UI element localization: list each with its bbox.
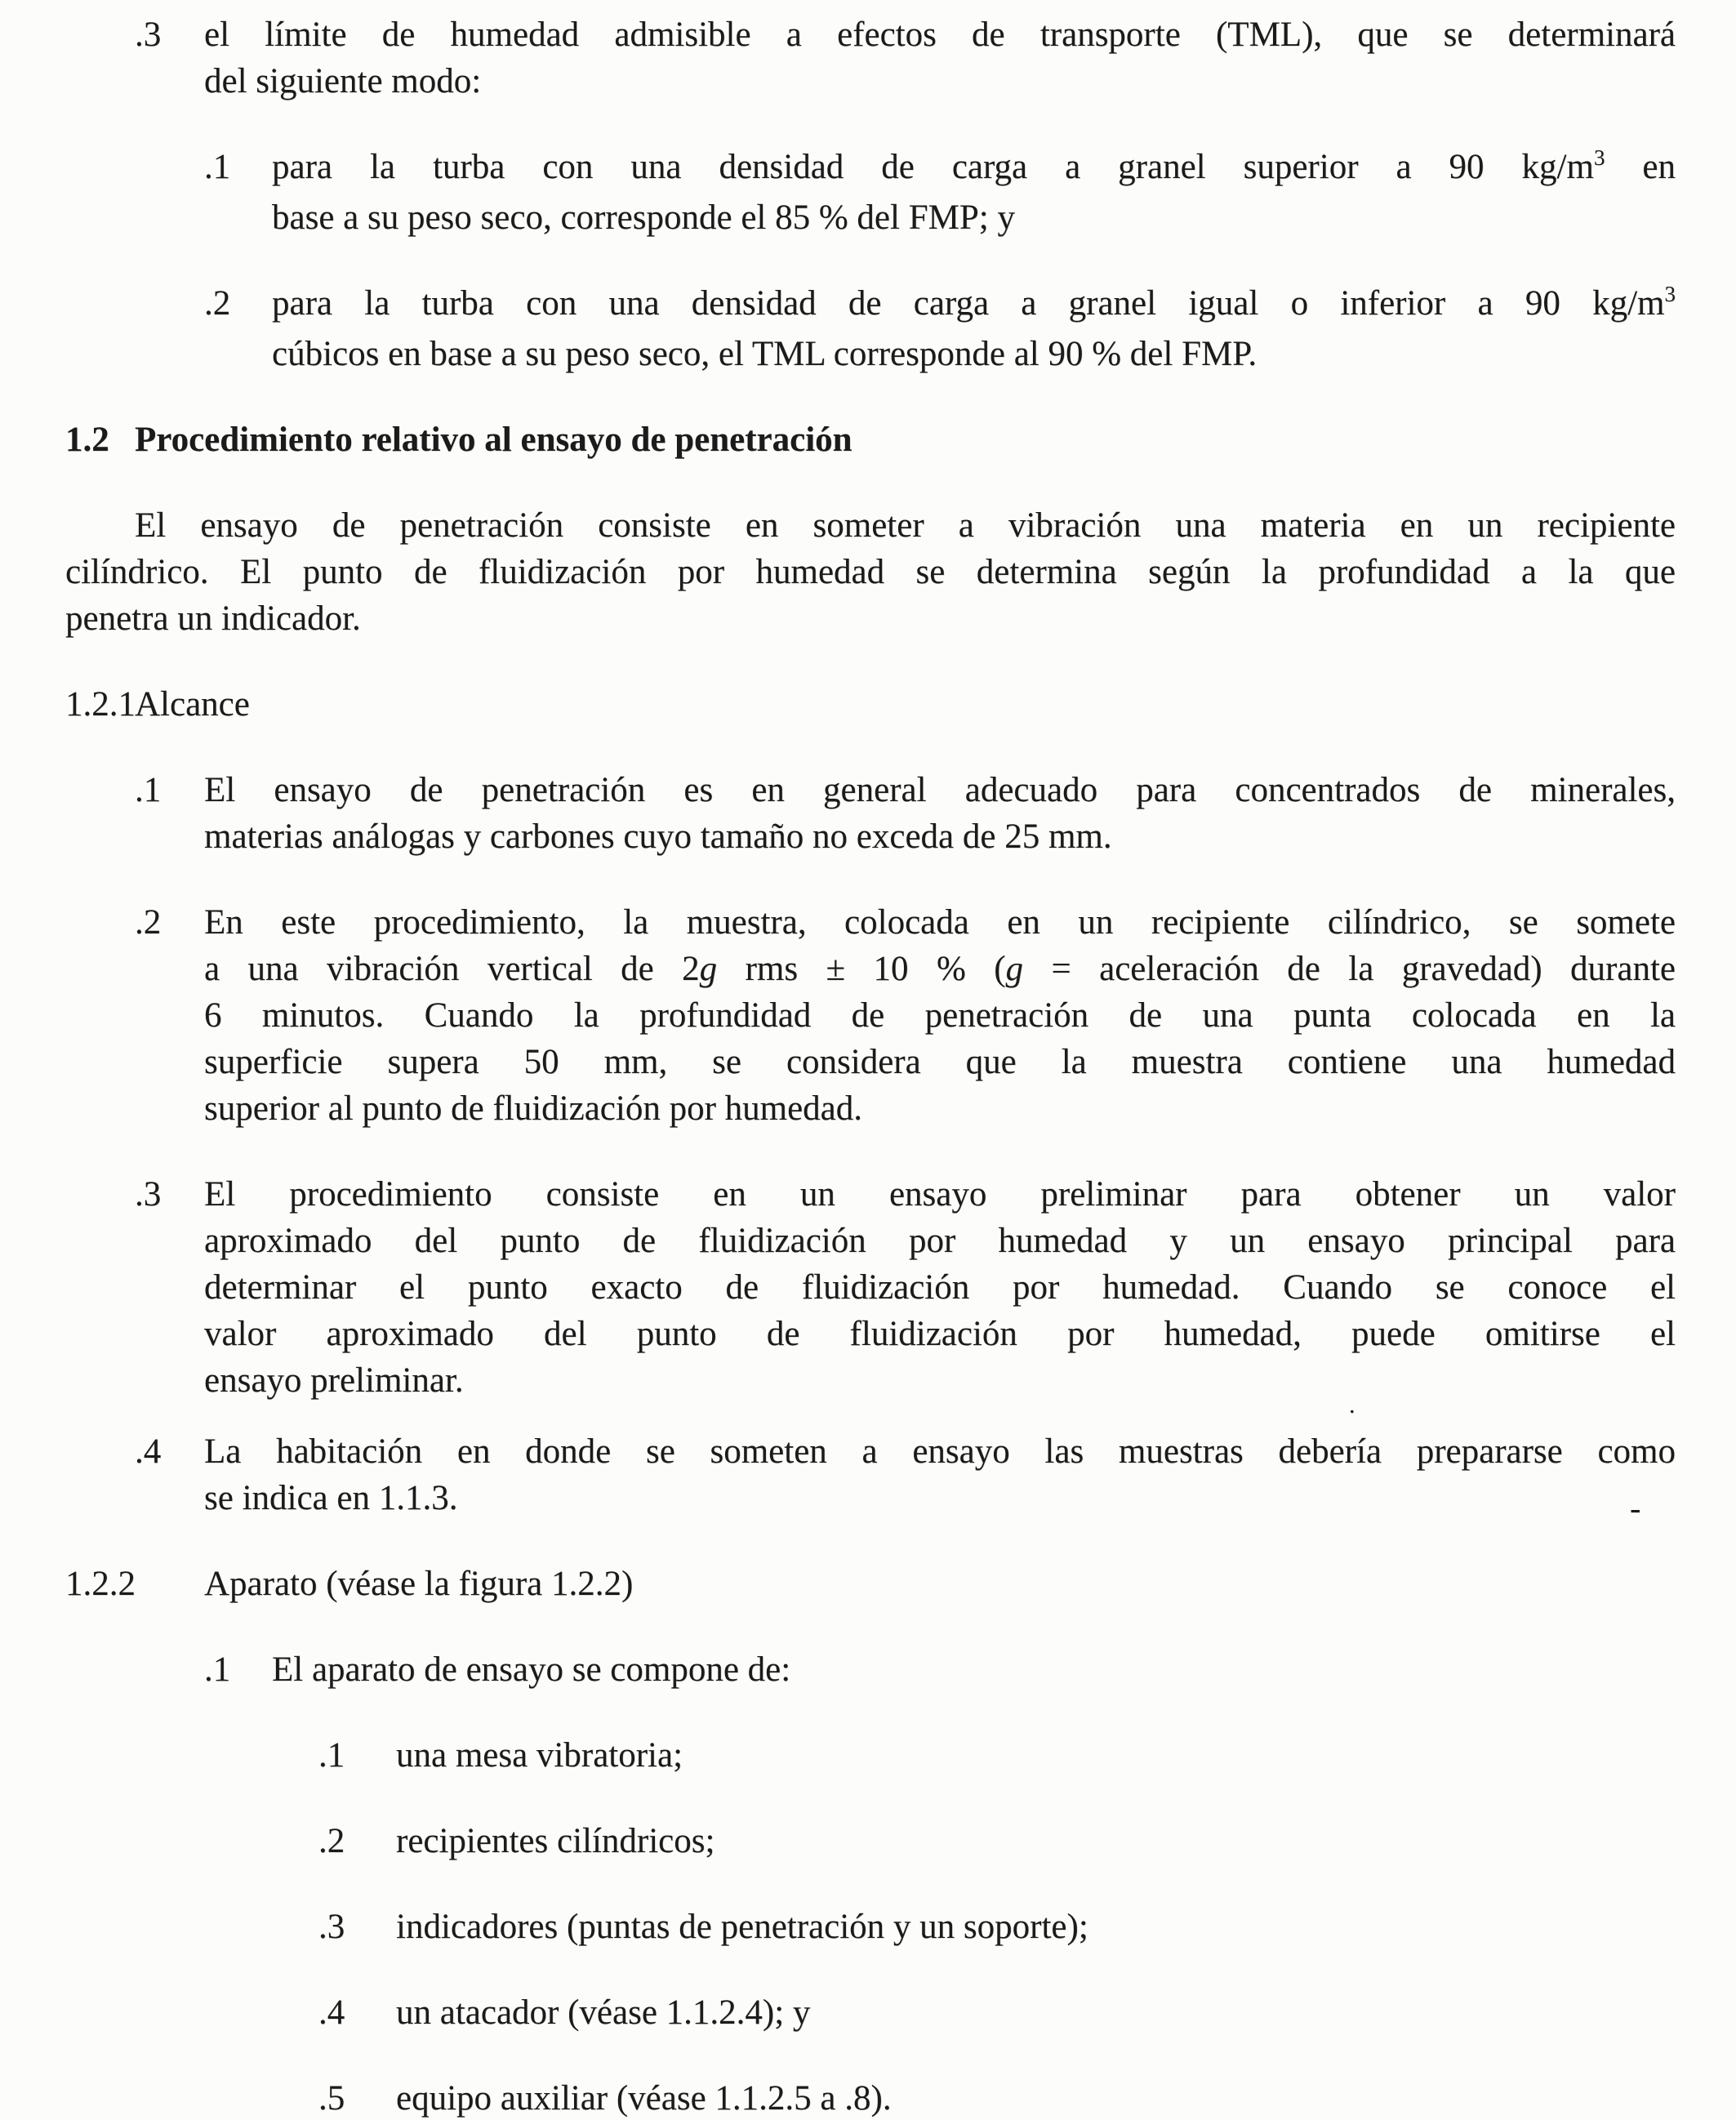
item-body — [204, 11, 1676, 105]
heading-title — [135, 416, 1676, 463]
text-line: para la turba con una densidad de carga a granel igual o inferior a 90 $kg/m^3$ — [272, 282, 1676, 323]
list-item — [65, 144, 1676, 241]
section-heading — [65, 416, 1676, 463]
italic-variable: g — [1005, 950, 1024, 988]
item-body — [204, 1171, 1676, 1404]
item-number: .3 — [135, 1175, 162, 1214]
item-number: .1 — [135, 771, 162, 809]
item-number: .2 — [135, 903, 162, 942]
item-number: .2 — [318, 1822, 345, 1860]
item-number: .1 — [204, 148, 231, 186]
text-line: aproximado del punto de fluidización por humedad y un ensayo principal para — [204, 1222, 1676, 1260]
item-number: .4 — [135, 1432, 162, 1471]
text-line: cilíndrico. El punto de fluidización por humedad se determina según la profundidad a la que — [65, 553, 1676, 591]
text-line: una mesa vibratoria; — [396, 1736, 683, 1775]
list-item — [65, 1904, 1676, 1950]
item-body — [396, 1818, 1676, 1864]
list-item — [65, 1428, 1676, 1521]
text-line: indicadores (puntas de penetración y un soporte); — [396, 1908, 1088, 1946]
item-number: .2 — [204, 284, 231, 323]
heading-text: Aparato (véase la figura 1.2.2) — [204, 1565, 634, 1603]
text-line: base a su peso seco, corresponde el 85 % del FMP; y — [272, 198, 1015, 237]
item-number: .3 — [318, 1908, 345, 1946]
text-line: superior al punto de fluidización por humedad. — [204, 1089, 863, 1128]
item-body — [272, 144, 1676, 241]
heading-number: 1.2.2 — [65, 1565, 136, 1603]
text-line: penetra un indicador. — [65, 599, 361, 638]
text-line: materias análogas y carbones cuyo tamaño no exceda de 25 mm. — [204, 817, 1112, 856]
heading-text: Alcance — [135, 685, 250, 724]
italic-variable: g — [699, 950, 718, 988]
list-item — [65, 1646, 1676, 1693]
superscript-text: 3 — [1593, 145, 1605, 170]
text-line: El ensayo de penetración consiste en someter a vibración una materia en un recipiente — [135, 506, 1676, 545]
list-item — [65, 2075, 1676, 2120]
text-line: un atacador (véase 1.1.2.4); y — [396, 1993, 811, 2032]
text-line: El aparato de ensayo se compone de: — [272, 1650, 791, 1689]
text-line: ensayo preliminar. — [204, 1361, 464, 1400]
item-body — [396, 2075, 1676, 2120]
item-body — [65, 502, 1676, 642]
heading-text: Procedimiento relativo al ensayo de penetración — [135, 421, 852, 459]
text-line: recipientes cilíndricos; — [396, 1822, 715, 1860]
list-item — [65, 1171, 1676, 1404]
heading-title — [204, 1561, 1676, 1607]
item-body — [204, 767, 1676, 860]
text-line: La habitación en donde se someten a ensayo las muestras debería prepararse como — [204, 1432, 1676, 1471]
text-line: se indica en 1.1.3. — [204, 1479, 458, 1517]
list-item — [65, 899, 1676, 1132]
item-number: .1 — [318, 1736, 345, 1775]
text-line: valor aproximado del punto de fluidización por humedad, puede omitirse el — [204, 1315, 1676, 1353]
list-item — [65, 1989, 1676, 2036]
section-heading — [65, 681, 1676, 728]
heading-number: 1.2 — [65, 421, 109, 459]
heading-number: 1.2.1 — [65, 685, 136, 724]
text-line: determinar el punto exacto de fluidización por humedad. Cuando se conoce el — [204, 1268, 1676, 1307]
text-line: a una vibración vertical de 2g rms ± 10 % (g = aceleración de la gravedad) durante — [204, 950, 1676, 988]
item-number: .5 — [318, 2079, 345, 2118]
heading-title — [135, 681, 1676, 728]
item-body — [396, 1904, 1676, 1950]
item-body — [396, 1732, 1676, 1779]
item-body — [272, 1646, 1676, 1693]
item-body — [204, 1428, 1676, 1521]
item-body — [272, 280, 1676, 377]
item-body — [204, 899, 1676, 1132]
item-number: .3 — [135, 16, 162, 54]
text-line: superficie supera 50 mm, se considera que la muestra contiene una humedad — [204, 1043, 1676, 1081]
list-item — [65, 1732, 1676, 1779]
list-item — [65, 280, 1676, 377]
superscript-text: 3 — [1664, 282, 1676, 306]
list-item — [65, 11, 1676, 105]
text-line: del siguiente modo: — [204, 62, 482, 100]
text-line: equipo auxiliar (véase 1.1.2.5 a .8). — [396, 2079, 892, 2118]
text-line: En este procedimiento, la muestra, colocada en un recipiente cilíndrico, se somete — [204, 903, 1676, 942]
section-heading — [65, 1561, 1676, 1607]
text-line: el límite de humedad admisible a efectos de transporte (TML), que se determinará — [204, 16, 1676, 54]
body-paragraph — [65, 502, 1676, 642]
item-number: .1 — [204, 1650, 231, 1689]
item-number: .4 — [318, 1993, 345, 2032]
text-line: El procedimiento consiste en un ensayo preliminar para obtener un valor — [204, 1175, 1676, 1214]
item-body — [396, 1989, 1676, 2036]
text-line: El ensayo de penetración es en general adecuado para concentrados de minerales, — [204, 771, 1676, 809]
text-line: cúbicos en base a su peso seco, el TML corresponde al 90 % del FMP. — [272, 335, 1257, 373]
list-item — [65, 1818, 1676, 1864]
text-line: para la turba con una densidad de carga a granel superior a 90 $kg/m^3$ en — [272, 145, 1676, 186]
list-item — [65, 767, 1676, 860]
stray-scan-mark: - — [1630, 1490, 1641, 1526]
text-line: 6 minutos. Cuando la profundidad de penetración de una punta colocada en la — [204, 996, 1676, 1035]
stray-scan-dot: . — [1349, 1392, 1355, 1419]
